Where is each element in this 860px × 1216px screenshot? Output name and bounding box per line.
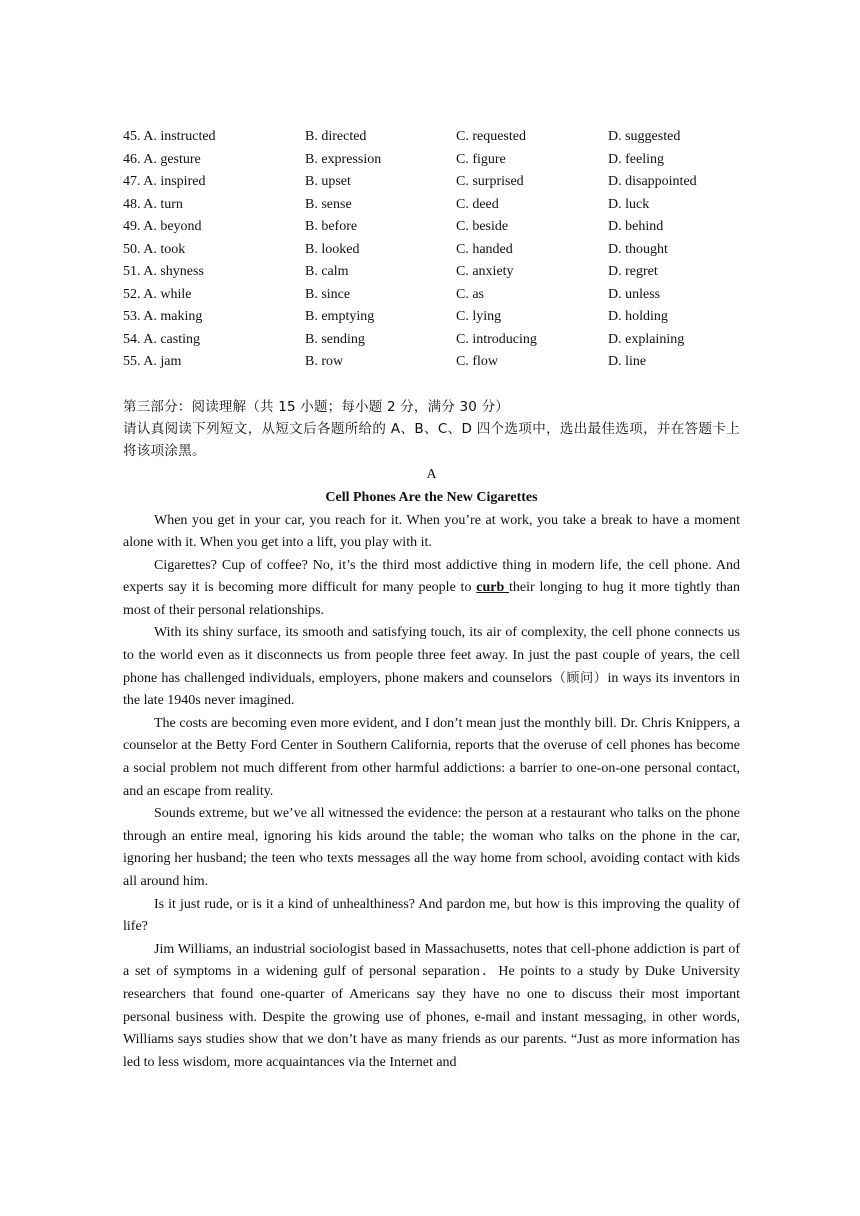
option-a [123,239,305,262]
option-row [123,194,740,217]
question-number: 49. [123,219,141,234]
paragraph-3 [123,622,740,712]
paragraph-6: Is it just rude, or is it a kind of unhealthiness? And pardon me, but how is this improving the quality of life? [123,896,740,935]
question-number: 48. [123,196,141,212]
exam-page [123,126,740,1074]
option-b: B. row [305,354,344,369]
option-row [123,171,740,194]
option-a [123,216,305,239]
option-row [123,284,740,307]
option-d: D. disappointed [608,174,697,189]
option-row [123,216,740,239]
option-text: A. beyond [143,219,202,234]
option-c: C. handed [456,241,513,257]
option-d: D. luck [608,196,650,212]
keyword-curb: curb [476,580,510,596]
option-a [123,306,305,329]
paragraph-3-text-before: With its shiny surface, its smooth and satisfying touch, its air of complexity, the cell phone connects us to the world even as it disconnects us from people three feet away. In just the past couple of years, the cell phone has challenged individuals, employers, phone makers and counselors [123,625,740,686]
option-b: B. calm [305,264,349,279]
option-d: D. unless [608,286,661,302]
option-row [123,261,740,284]
option-b: B. before [305,219,358,234]
option-d: D. thought [608,241,668,257]
question-number: 55. [123,354,141,369]
option-b: B. since [305,286,351,302]
paragraph-4: The costs are becoming even more evident, and I don’t mean just the monthly bill. Dr. Chris Knippers, a counselor at the Betty Ford Center in Southern California, reports that the overuse of cell phones has become a social problem not much different from other harmful addictions: a barrier to one-on-one personal contact, and an escape from reality. [123,715,740,799]
option-b: B. emptying [305,309,375,324]
paragraph-7: Jim Williams, an industrial sociologist based in Massachusetts, notes that cell-phone addiction is part of a set of symptoms in a widening gulf of personal separation．He points to a study by Duke University researchers that found one-quarter of Americans say they have no one to discuss their most important personal business with. Despite the growing use of phones, e-mail and instant messaging, in other words, Williams says studies show that we don’t have as many friends as our parents. “Just as more information has led to less wisdom, more acquaintances via the Internet and [123,941,740,1070]
option-d: D. feeling [608,151,664,167]
paragraph-3-gloss: （顾问） [552,670,608,686]
option-c: C. requested [456,129,526,144]
option-d: D. line [608,354,647,369]
option-row [123,126,740,149]
option-text: A. inspired [143,174,206,189]
passage-label: A [426,466,437,482]
option-c: C. figure [456,151,506,167]
paragraph-2-text-after: their longing to hug it more tightly than most of their personal relationships. [123,580,740,618]
option-a [123,194,305,217]
option-a [123,351,305,374]
paragraph-3-text-after: in ways its inventors in the late 1940s never imagined. [123,670,740,709]
option-c: C. beside [456,219,509,234]
option-text: A. instructed [143,129,216,144]
option-a [123,149,305,172]
option-a [123,171,305,194]
question-number: 45. [123,129,141,144]
option-b: B. directed [305,129,367,144]
cloze-options [123,126,740,374]
question-number: 52. [123,286,141,302]
option-a [123,261,305,284]
question-number: 46. [123,151,141,167]
option-text: A. took [143,241,186,257]
question-number: 47. [123,174,141,189]
question-number: 54. [123,331,141,347]
option-text: A. shyness [143,264,204,279]
option-row [123,239,740,262]
option-b: B. expression [305,151,382,167]
option-c: C. anxiety [456,264,514,279]
paragraph-2 [123,555,740,623]
option-b: B. upset [305,174,351,189]
option-text: A. turn [143,196,183,212]
option-text: A. casting [143,331,200,347]
option-c: C. as [456,286,484,302]
option-a [123,329,305,352]
option-text: A. jam [143,354,182,369]
option-row [123,351,740,374]
option-b: B. sending [305,331,365,347]
question-number: 53. [123,309,141,324]
paragraph-1: When you get in your car, you reach for it. When you’re at work, you take a break to have a moment alone with it. When you get into a lift, you play with it. [123,512,740,551]
option-d: D. regret [608,264,658,279]
option-c: C. lying [456,309,502,324]
option-a [123,126,305,149]
option-text: A. while [143,286,192,302]
option-b: B. looked [305,241,360,257]
option-c: C. surprised [456,174,524,189]
paragraph-5: Sounds extreme, but we’ve all witnessed the evidence: the person at a restaurant who talks on the phone through an entire meal, ignoring his kids around the table; the woman who talks on the phone in the car, ignoring her husband; the teen who texts messages all the way home from school, avoiding contact with kids all around him. [123,806,740,889]
question-number: 50. [123,241,141,257]
option-row [123,329,740,352]
option-d: D. explaining [608,331,685,347]
paragraph-2-text-before: Cigarettes? Cup of coffee? No, it’s the third most addictive thing in modern life, the cell phone. And experts say it is becoming more difficult for many people to [123,557,740,596]
option-d: D. suggested [608,129,681,144]
option-a [123,284,305,307]
section-instructions: 请认真阅读下列短文，从短文后各题所给的 A、B、C、D 四个选项中，选出最佳选项，并在答题卡上将该项涂黑。 [123,420,740,459]
option-c: C. introducing [456,331,537,347]
option-c: C. deed [456,196,499,212]
option-d: D. behind [608,219,664,234]
option-c: C. flow [456,354,498,369]
option-b: B. sense [305,196,352,212]
option-row [123,306,740,329]
option-text: A. gesture [143,151,201,167]
option-text: A. making [143,309,203,324]
option-d: D. holding [608,309,668,324]
section-title: 第三部分：阅读理解（共 15 小题；每小题 2 分，满分 30 分） [123,398,509,415]
question-number: 51. [123,264,141,279]
option-row [123,149,740,172]
passage-title: Cell Phones Are the New Cigarettes [325,489,538,505]
